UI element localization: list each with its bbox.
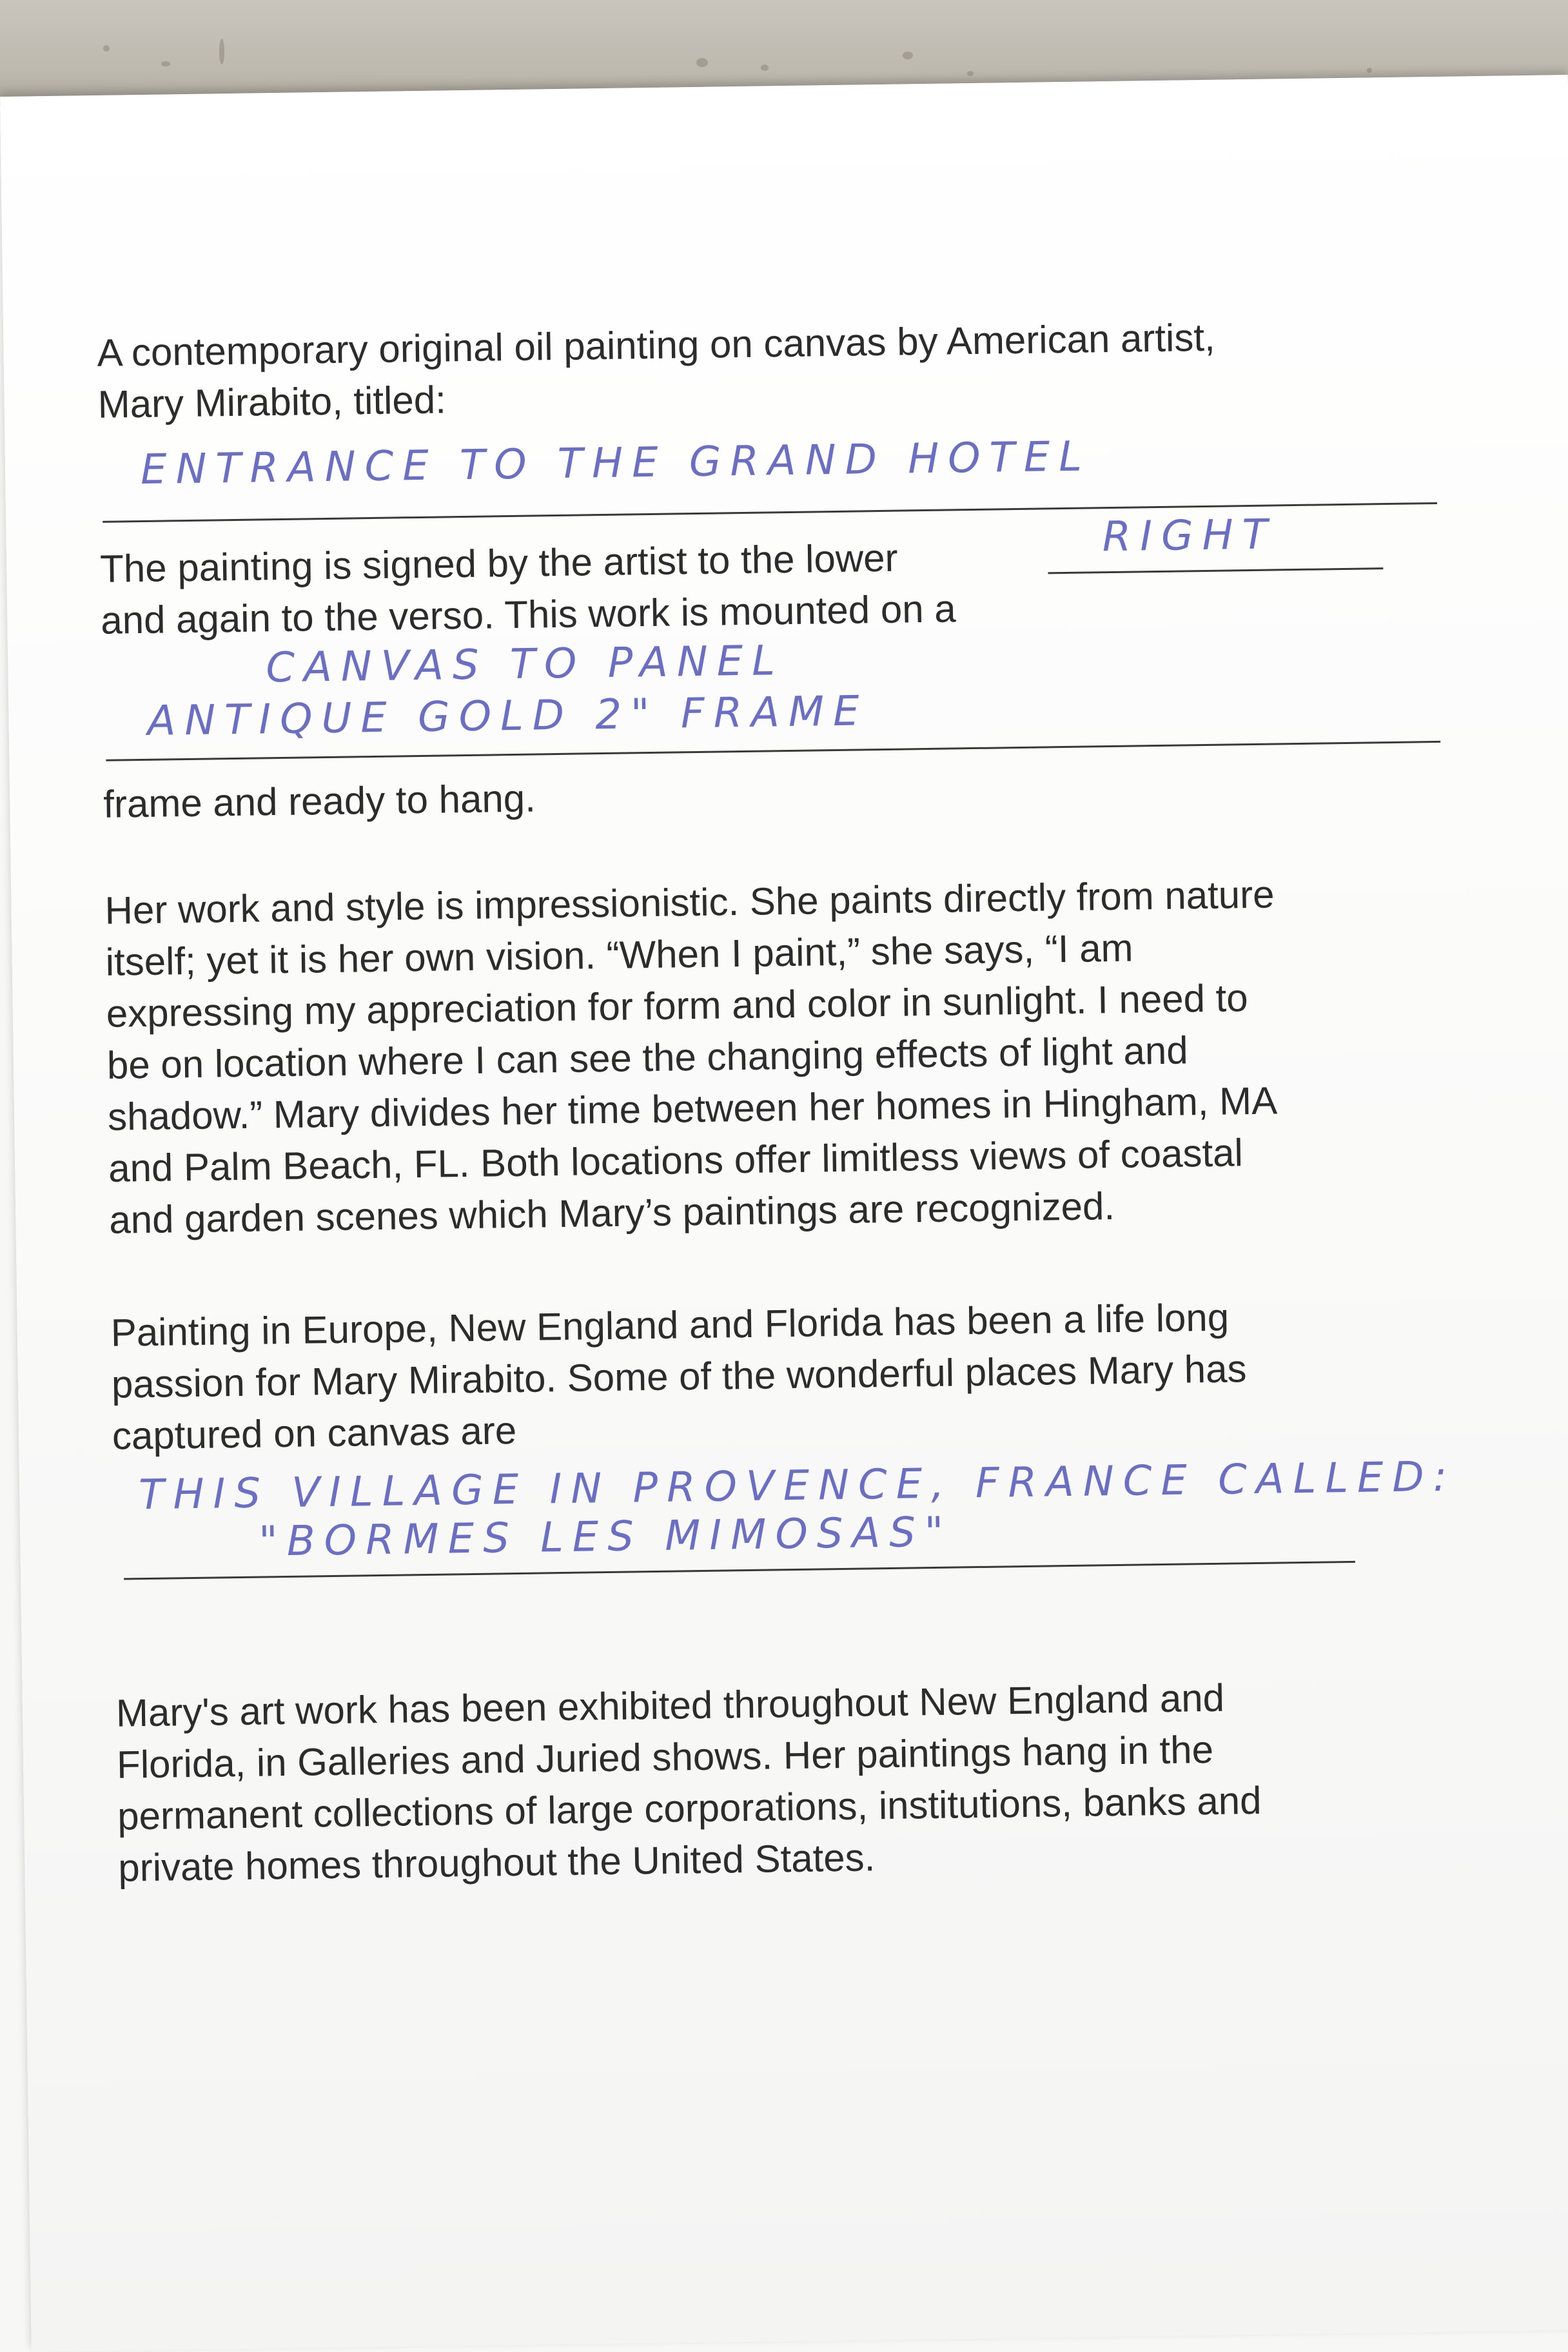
signed-line-3: frame and ready to hang. xyxy=(103,776,536,826)
exhibit-line-4: private homes throughout the United States. xyxy=(117,1836,876,1890)
style-line-7: and garden scenes which Mary’s paintings are recognized. xyxy=(108,1184,1115,1242)
style-line-5: shadow.” Mary divides her time between her homes in Hingham, MA xyxy=(107,1079,1278,1139)
exhibit-line-1: Mary's art work has been exhibited throughout New England and xyxy=(115,1676,1225,1735)
intro-line-2: Mary Mirabito, titled: xyxy=(97,378,447,426)
style-line-1: Her work and style is impressionistic. She paints directly from nature xyxy=(104,872,1275,932)
handwritten-signed-position: RIGHT xyxy=(1102,511,1277,562)
places-line-2: passion for Mary Mirabito. Some of the wonderful places Mary has xyxy=(111,1347,1247,1406)
document-sheet xyxy=(0,75,1568,2352)
handwritten-mount-line-1: CANVAS TO PANEL xyxy=(265,637,785,692)
handwritten-mount-line-2: ANTIQUE GOLD 2" FRAME xyxy=(147,687,869,745)
style-line-3: expressing my appreciation for form and color in sunlight. I need to xyxy=(106,976,1249,1035)
handwritten-places-line-1: THIS VILLAGE IN PROVENCE, FRANCE CALLED: xyxy=(138,1453,1456,1520)
style-line-2: itself; yet it is her own vision. “When I paint,” she says, “I am xyxy=(105,926,1133,984)
exhibit-line-2: Florida, in Galleries and Juried shows. Her paintings hang in the xyxy=(116,1727,1214,1787)
signed-position-underline xyxy=(1048,567,1383,574)
exhibit-line-3: permanent collections of large corporations, institutions, banks and xyxy=(117,1778,1262,1838)
handwritten-places-line-2: "BORMES LES MIMOSAS" xyxy=(258,1508,953,1566)
places-line-1: Painting in Europe, New England and Florida has been a life long xyxy=(110,1295,1230,1355)
places-line-3: captured on canvas are xyxy=(112,1409,517,1458)
style-line-6: and Palm Beach, FL. Both locations offer limitless views of coastal xyxy=(108,1131,1244,1190)
handwritten-title: ENTRANCE TO THE GRAND HOTEL xyxy=(140,433,1092,495)
signed-line-2: and again to the verso. This work is mounted on a xyxy=(100,587,957,642)
signed-line-1: The painting is signed by the artist to the lower xyxy=(99,536,898,591)
mount-underline xyxy=(106,741,1440,761)
style-line-4: be on location where I can see the changing effects of light and xyxy=(106,1028,1189,1087)
intro-line-1: A contemporary original oil painting on canvas by American artist, xyxy=(97,315,1216,375)
